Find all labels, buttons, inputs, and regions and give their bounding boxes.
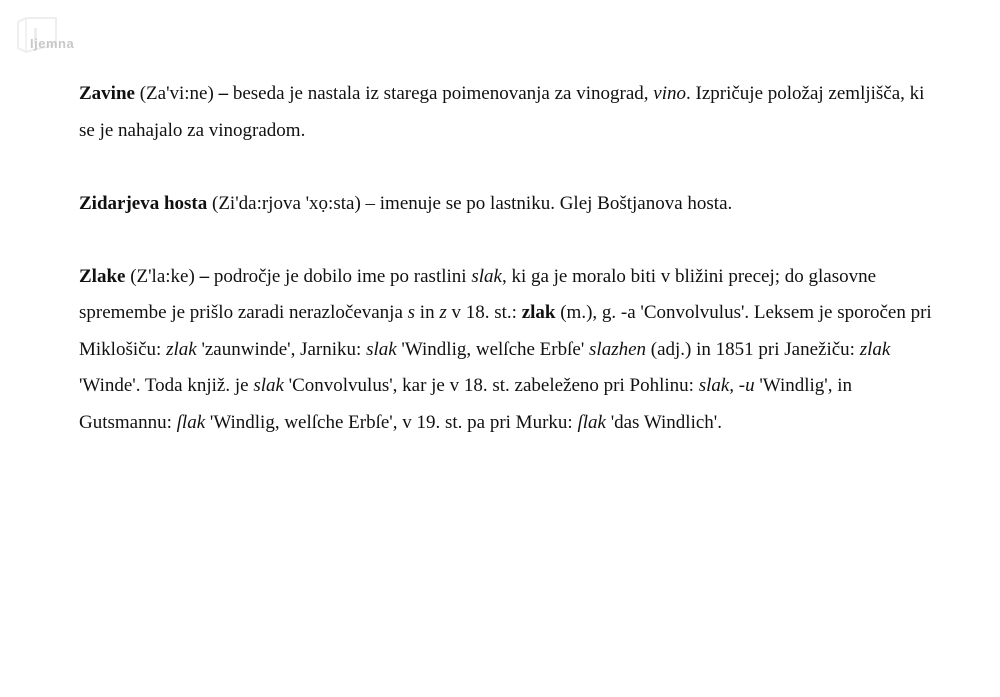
- entry-text: 'Windlig, welſche Erbſe': [396, 338, 590, 360]
- entry-term: Zlake: [79, 265, 126, 287]
- entry-italic: s: [407, 302, 416, 323]
- entry-italic: slak: [253, 375, 284, 396]
- entry-italic: ſlak: [577, 411, 606, 433]
- entry-italic: slak: [471, 265, 502, 287]
- entry-text: 'zaunwinde', Jarniku:: [196, 338, 367, 360]
- entry-text: , ki ga je moralo biti v bližini precej; do glasovne spremembe je prišlo zaradi nerazločevanja: [79, 265, 877, 323]
- entry-text: (Zi'da:rjova 'xọ:sta) – imenuje se po lastniku. Glej Boštjanova hosta.: [207, 192, 733, 214]
- entry-text: (m.), g. -a 'Convolvulus'. Leksem je sporočen pri Miklošiču:: [79, 302, 932, 360]
- entry-text: v 18. st.:: [446, 302, 522, 323]
- entry-text: 'das Windlich'.: [605, 411, 722, 433]
- entry-pronunciation: (Za'vi:ne): [134, 83, 219, 104]
- entry-text: . Izpričuje položaj zemljišča, ki se je nahajalo za vinogradom.: [79, 83, 925, 141]
- entry-text: beseda je nastala iz starega poimenovanja za vinograd,: [228, 83, 654, 104]
- entry-term: Zavine: [79, 83, 135, 104]
- entry-italic: slak: [366, 338, 397, 360]
- entry-term: Zidarjeva hosta: [79, 192, 208, 214]
- entry-zavine: [79, 76, 939, 149]
- entry-zidarjeva-hosta: [79, 186, 939, 223]
- entry-italic: slak, -u: [698, 375, 755, 396]
- document-body: [79, 76, 939, 478]
- entry-dash: –: [199, 265, 210, 287]
- entry-text: in: [415, 302, 440, 323]
- entry-bold: zlak: [521, 302, 556, 323]
- entry-dash: –: [218, 83, 229, 104]
- entry-pronunciation: (Z'la:ke): [125, 265, 200, 287]
- entry-zlake: [79, 259, 939, 442]
- entry-text: 'Windlig', in Gutsmannu:: [79, 375, 853, 433]
- entry-italic: z: [439, 302, 447, 323]
- logo-text: Ijemna: [30, 36, 75, 51]
- entry-text: 'Winde'. Toda knjiž. je: [79, 375, 254, 396]
- entry-italic: slazhen: [589, 338, 647, 360]
- entry-italic: zlak: [166, 338, 197, 360]
- entry-italic: zlak: [859, 338, 891, 360]
- entry-text: (adj.) in 1851 pri Janežiču:: [646, 338, 860, 360]
- entry-italic: ſlak: [176, 411, 206, 433]
- entry-text: 'Convolvulus', kar je v 18. st. zabeleženo pri Pohlinu:: [283, 375, 699, 396]
- entry-italic: vino: [653, 83, 686, 104]
- entry-text: področje je dobilo ime po rastlini: [209, 265, 472, 287]
- entry-text: 'Windlig, welſche Erbſe', v 19. st. pa pri Murku:: [205, 411, 578, 433]
